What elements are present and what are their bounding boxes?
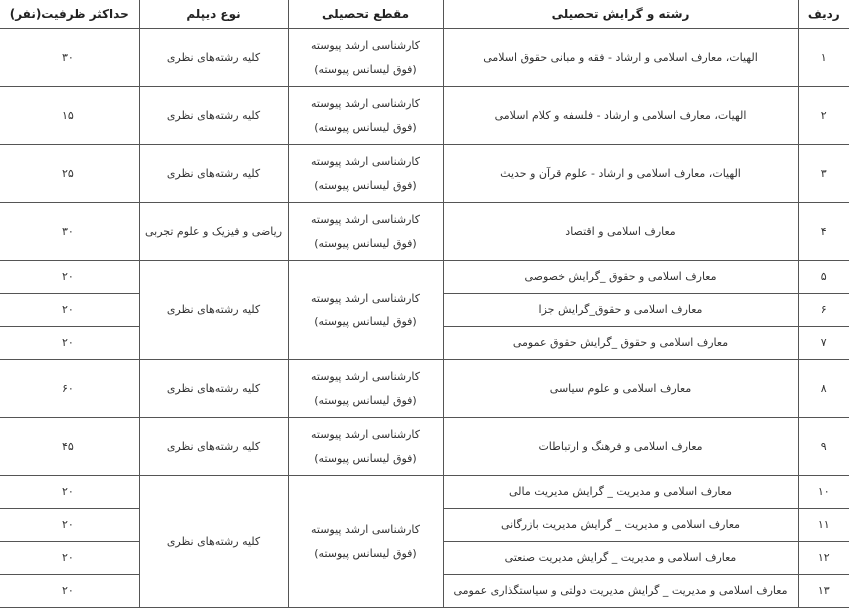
level-line: کارشناسی ارشد پیوسته bbox=[310, 97, 421, 111]
row-capacity: ۲۰ bbox=[0, 509, 139, 542]
table-row bbox=[0, 203, 849, 261]
row-field: معارف اسلامی و علوم سیاسی bbox=[443, 360, 798, 418]
row-index: ۲ bbox=[798, 87, 849, 145]
level-line: کارشناسی ارشد پیوسته bbox=[310, 39, 421, 53]
level-line: کارشناسی ارشد پیوسته bbox=[310, 370, 421, 384]
row-capacity: ۴۵ bbox=[0, 418, 139, 476]
level-line: (فوق لیسانس پیوسته) bbox=[314, 546, 417, 560]
row-diploma: کلیه رشته‌های نظری bbox=[139, 261, 288, 360]
level-line: (فوق لیسانس پیوسته) bbox=[314, 451, 417, 465]
level-line: (فوق لیسانس پیوسته) bbox=[314, 120, 417, 134]
table-row bbox=[0, 261, 849, 294]
row-diploma: کلیه رشته‌های نظری bbox=[139, 360, 288, 418]
row-index: ۱۰ bbox=[798, 476, 849, 509]
row-level bbox=[288, 87, 443, 145]
row-capacity: ۲۰ bbox=[0, 476, 139, 509]
row-index: ۱۳ bbox=[798, 575, 849, 608]
row-index: ۶ bbox=[798, 294, 849, 327]
row-level bbox=[288, 476, 443, 608]
row-capacity: ۲۵ bbox=[0, 145, 139, 203]
level-line: (فوق لیسانس پیوسته) bbox=[314, 236, 417, 250]
row-field: الهیات، معارف اسلامی و ارشاد - فلسفه و کلام اسلامی bbox=[443, 87, 798, 145]
row-diploma: کلیه رشته‌های نظری bbox=[139, 145, 288, 203]
row-field: الهیات، معارف اسلامی و ارشاد - فقه و مبانی حقوق اسلامی bbox=[443, 29, 798, 87]
row-diploma: کلیه رشته‌های نظری bbox=[139, 418, 288, 476]
level-line: (فوق لیسانس پیوسته) bbox=[314, 315, 417, 328]
row-index: ۳ bbox=[798, 145, 849, 203]
row-level bbox=[288, 145, 443, 203]
row-capacity: ۲۰ bbox=[0, 294, 139, 327]
row-capacity: ۲۰ bbox=[0, 261, 139, 294]
row-level bbox=[288, 418, 443, 476]
row-level bbox=[288, 261, 443, 360]
row-diploma: کلیه رشته‌های نظری bbox=[139, 87, 288, 145]
row-index: ۵ bbox=[798, 261, 849, 294]
level-line: کارشناسی ارشد پیوسته bbox=[310, 291, 421, 305]
row-index: ۴ bbox=[798, 203, 849, 261]
level-line: کارشناسی ارشد پیوسته bbox=[310, 523, 421, 537]
row-field: معارف اسلامی و حقوق _گرایش حقوق عمومی bbox=[443, 327, 798, 360]
row-capacity: ۲۰ bbox=[0, 327, 139, 360]
row-level bbox=[288, 360, 443, 418]
row-level bbox=[288, 29, 443, 87]
header-row bbox=[0, 0, 849, 29]
row-field: معارف اسلامی و فرهنگ و ارتباطات bbox=[443, 418, 798, 476]
header-level: مقطع تحصیلی bbox=[288, 0, 443, 29]
row-field: معارف اسلامی و مدیریت _ گرایش مدیریت بازرگانی bbox=[443, 509, 798, 542]
header-capacity: حداکثر ظرفیت(نفر) bbox=[0, 0, 139, 29]
level-line: (فوق لیسانس پیوسته) bbox=[314, 178, 417, 192]
row-field: معارف اسلامی و اقتصاد bbox=[443, 203, 798, 261]
table-row bbox=[0, 476, 849, 509]
row-field: الهیات، معارف اسلامی و ارشاد - علوم قرآن و حدیث bbox=[443, 145, 798, 203]
row-field: معارف اسلامی و مدیریت _ گرایش مدیریت مالی bbox=[443, 476, 798, 509]
row-diploma: ریاضی و فیزیک و علوم تجربی bbox=[139, 203, 288, 261]
level-line: کارشناسی ارشد پیوسته bbox=[310, 213, 421, 227]
row-capacity: ۲۰ bbox=[0, 542, 139, 575]
table-row bbox=[0, 145, 849, 203]
row-index: ۱۱ bbox=[798, 509, 849, 542]
row-diploma: کلیه رشته‌های نظری bbox=[139, 476, 288, 608]
row-field: معارف اسلامی و مدیریت _ گرایش مدیریت صنعتی bbox=[443, 542, 798, 575]
header-field: رشته و گرایش تحصیلی bbox=[443, 0, 798, 29]
row-field: معارف اسلامی و حقوق_گرایش جزا bbox=[443, 294, 798, 327]
row-capacity: ۳۰ bbox=[0, 203, 139, 261]
level-line: کارشناسی ارشد پیوسته bbox=[310, 155, 421, 169]
row-field: معارف اسلامی و حقوق _گرایش خصوصی bbox=[443, 261, 798, 294]
level-line: (فوق لیسانس پیوسته) bbox=[314, 393, 417, 407]
row-capacity: ۶۰ bbox=[0, 360, 139, 418]
table-row bbox=[0, 29, 849, 87]
row-field: معارف اسلامی و مدیریت _ گرایش مدیریت دولتی و سیاستگذاری عمومی bbox=[443, 575, 798, 608]
header-index: ردیف bbox=[798, 0, 849, 29]
row-capacity: ۱۵ bbox=[0, 87, 139, 145]
row-index: ۷ bbox=[798, 327, 849, 360]
table-row bbox=[0, 360, 849, 418]
row-index: ۱ bbox=[798, 29, 849, 87]
row-capacity: ۲۰ bbox=[0, 575, 139, 608]
row-level bbox=[288, 203, 443, 261]
row-index: ۹ bbox=[798, 418, 849, 476]
table-row bbox=[0, 418, 849, 476]
row-capacity: ۳۰ bbox=[0, 29, 139, 87]
row-diploma: کلیه رشته‌های نظری bbox=[139, 29, 288, 87]
level-line: (فوق لیسانس پیوسته) bbox=[314, 62, 417, 76]
row-index: ۱۲ bbox=[798, 542, 849, 575]
row-index: ۸ bbox=[798, 360, 849, 418]
header-diploma: نوع دیپلم bbox=[139, 0, 288, 29]
level-line: کارشناسی ارشد پیوسته bbox=[310, 428, 421, 442]
table-row bbox=[0, 87, 849, 145]
